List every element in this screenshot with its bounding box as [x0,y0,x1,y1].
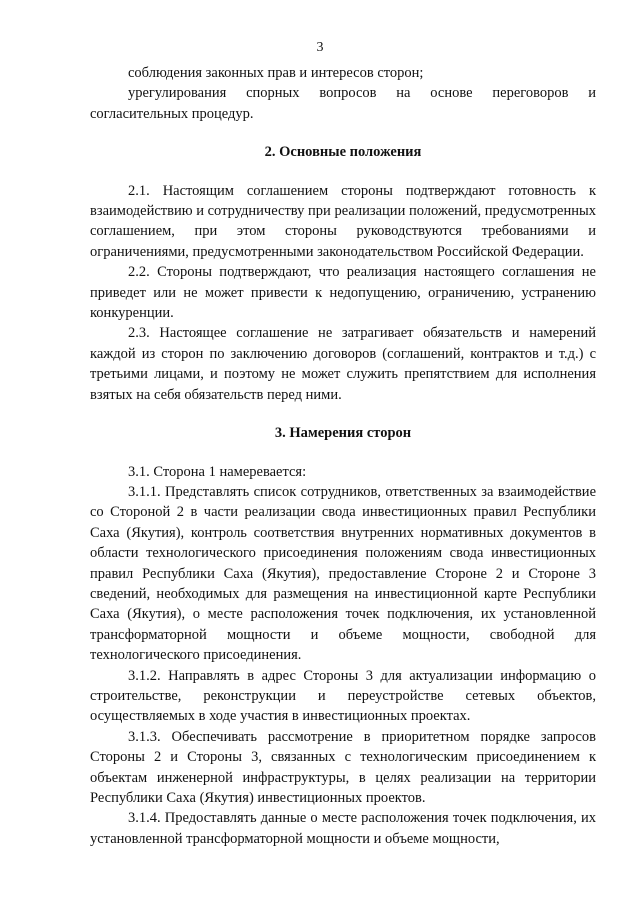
page-number: 3 [316,40,324,55]
clause-2-1: 2.1. Настоящим соглашением стороны подтверждают готовность к взаимодействию и сотрудничеству при реализации положений, предусмотренных соглашением, при этом стороны руководствуются требованиями и ограничениями, предусмотренными законодательством Российской Федерации. [90,182,596,260]
paragraph-disputes: урегулирования спорных вопросов на основе переговоров и согласительных процедур. [90,85,596,122]
clause-3-1-2: 3.1.2. Направлять в адрес Стороны 3 для актуализации информацию о строительстве, реконструкции и переустройстве сетевых объектов, осуществляемых в ходе участия в инвестиционных проектах. [90,667,596,725]
clause-3-1-1: 3.1.1. Представлять список сотрудников, ответственных за взаимодействие со Стороной 2 в части реализации свода инвестиционных правил Республики Саха (Якутия), контроль соответствия внутренних нормативных документов в области технологического присоединения положениям свода инвестиционных правил Республики Саха (Якутия), предоставление Стороне 2 и Стороне 3 сведений, необходимых для размещения на инвестиционной карте Республики Саха (Якутия), о месте расположения точек подключения, их установленной трансформаторной мощности и объеме мощности, свободной для технологического присоединения. [90,483,596,664]
paragraph-rights: соблюдения законных прав и интересов сторон; [128,65,424,81]
clause-2-3: 2.3. Настоящее соглашение не затрагивает обязательств и намерений каждой из сторон по заключению договоров (соглашений, контрактов и т.д.) с третьими лицами, и поэтому не может служить препятствием для исполнения взятых на себя обязательств перед ними. [90,325,596,403]
clause-3-1-3: 3.1.3. Обеспечивать рассмотрение в приоритетном порядке запросов Стороны 2 и Стороны 3, связанных с технологическим присоединением к объектам инженерной инфраструктуры, в целях реализации на территории Республики Саха (Якутия) инвестиционных проектов. [90,728,596,806]
clause-2-2: 2.2. Стороны подтверждают, что реализация настоящего соглашения не приведет или не может привести к недопущению, ограничению, устранению конкуренции. [90,264,596,322]
section-3-heading: 3. Намерения сторон [274,425,412,442]
clause-3-1-4: 3.1.4. Предоставлять данные о месте расположения точек подключения, их установленной трансформаторной мощности и объеме мощности, [90,810,596,847]
document-body [90,63,596,849]
section-2-heading: 2. Основные положения [264,144,422,161]
clause-3-1: 3.1. Сторона 1 намеревается: [128,463,307,480]
